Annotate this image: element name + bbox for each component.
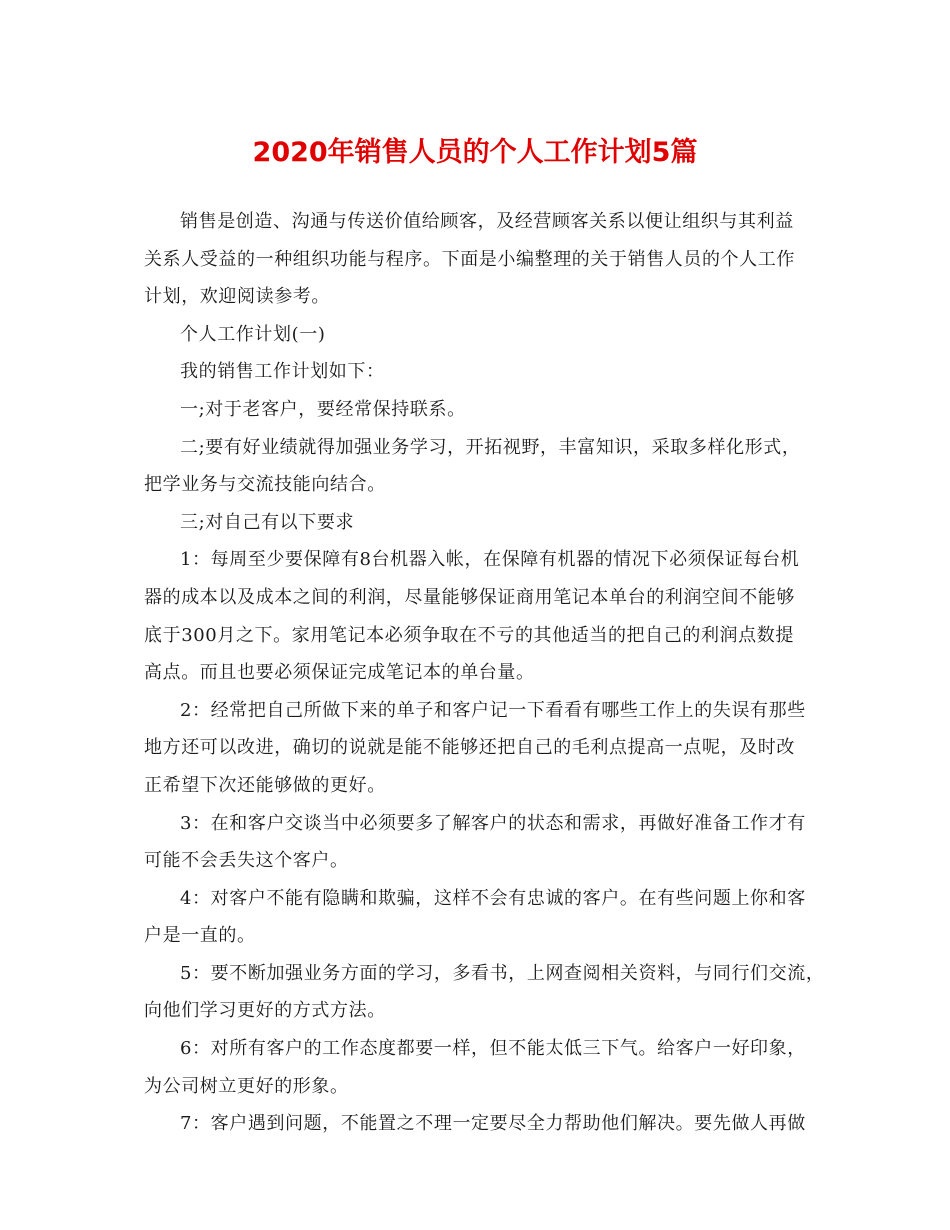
text-line: 把学业务与交流技能向结合。 [144, 474, 386, 496]
document-title: 2020年销售人员的个人工作计划5篇 [252, 137, 698, 168]
text-line: 3：在和客户交谈当中必须要多了解客户的状态和需求，再做好准备工作才有 [180, 812, 806, 834]
document-body [144, 203, 825, 1143]
text-line: 三;对自己有以下要求 [180, 511, 355, 533]
text-line: 个人工作计划(一) [180, 323, 326, 345]
text-line: 正希望下次还能够做的更好。 [144, 774, 386, 796]
text-line: 底于300月之下。家用笔记本必须争取在不亏的其他适当的把自己的利润点数提 [144, 624, 794, 646]
text-line: 6：对所有客户的工作态度都要一样，但不能太低三下气。给客户一好印象， [180, 1038, 806, 1060]
text-line: 地方还可以改进，确切的说就是能不能够还把自己的毛利点提高一点呢，及时改 [144, 737, 795, 759]
text-line: 2：经常把自己所做下来的单子和客户记一下看看有哪些工作上的失误有那些 [180, 699, 806, 721]
text-line: 7：客户遇到问题，不能置之不理一定要尽全力帮助他们解决。要先做人再做 [180, 1113, 806, 1135]
text-line: 销售是创造、沟通与传送价值给顾客，及经营顾客关系以便让组织与其利益 [180, 211, 794, 232]
text-line: 4：对客户不能有隐瞒和欺骗，这样不会有忠诚的客户。在有些问题上你和客 [180, 887, 806, 909]
text-line: 计划，欢迎阅读参考。 [144, 286, 330, 308]
text-line: 高点。而且也要必须保证完成笔记本的单台量。 [144, 662, 535, 684]
text-line: 关系人受益的一种组织功能与程序。下面是小编整理的关于销售人员的个人工作 [144, 248, 795, 270]
text-line: 1：每周至少要保障有8台机器入帐，在保障有机器的情况下必须保证每台机 [180, 549, 800, 571]
text-line: 我的销售工作计划如下： [180, 361, 385, 383]
text-line: 二;要有好业绩就得加强业务学习，开拓视野，丰富知识，采取多样化形式， [180, 436, 801, 458]
text-line: 为公司树立更好的形象。 [144, 1075, 349, 1097]
text-line: 向他们学习更好的方式方法。 [144, 1000, 386, 1022]
text-line: 5：要不断加强业务方面的学习，多看书，上网查阅相关资料，与同行们交流， [180, 962, 825, 984]
text-line: 可能不会丢失这个客户。 [144, 850, 349, 872]
text-line: 器的成本以及成本之间的利润，尽量能够保证商用笔记本单台的利润空间不能够 [144, 586, 795, 608]
text-line: 一;对于老客户，要经常保持联系。 [180, 398, 466, 420]
text-line: 户是一直的。 [144, 925, 256, 947]
